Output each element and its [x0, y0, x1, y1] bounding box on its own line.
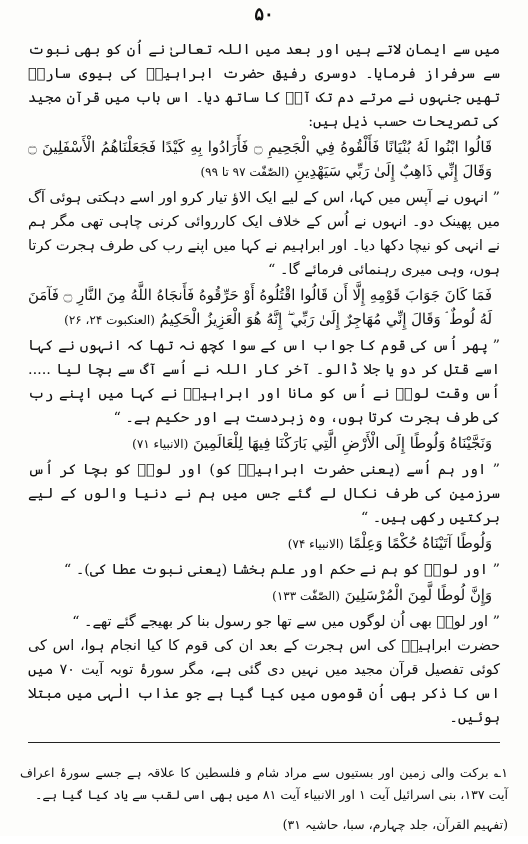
verse-text: وَإِنَّ لُوطًا لَّمِنَ الْمُرْسَلِينَ [344, 587, 492, 604]
translation-quote: ” انہوں نے آپس میں کہا، اس کے لیے ایک الاؤ تیار کرو اور اسے دہکتی ہوئی آگ میں پھینک دو۔ انہوں نے اُس کے خلاف ایک کارروائی کرنی چاہی تھی مگر ہم نے انہی کو نیچا دکھا دیا۔ اور ابراہیم نے کہا میں اپنے رب کی طرف ہجرت کرتا ہوں، وہی میری رہنمائی فرمائے گا۔ “ [28, 190, 500, 278]
quran-verse-saffat [28, 136, 500, 184]
footnotes [20, 762, 508, 844]
footnote-2: (تفہیم القرآن، جلد چہارم، سبا، حاشیہ ۳۱) [282, 817, 508, 832]
page-number: ۵۰ [254, 4, 274, 25]
page-body [28, 38, 500, 732]
translation-quote: ” پھر اُس کی قوم کا جواب اس کے سوا کچھ نہ تھا کہ انہوں نے کہا اسے قتل کر دو یا جلا ڈالو۔ آخر کار اللہ نے اُسے آگ سے بچا لیا ..... اُس وقت لوطؑ نے اُس کو مانا اور ابراہیمؑ نے کہا میں اپنے رب کی طرف ہجرت کرتا ہوں، وہ زبردست ہے اور حکیم ہے۔ “ [28, 338, 500, 426]
translation-quote: ” اور ہم اُسے (یعنی حضرت ابراہیمؑ کو) اور لوطؑ کو بچا کر اُس سرزمین کی طرف نکال لے گئے جس میں ہم نے دنیا والوں کے لیے برکتیں رکھی ہیں۔ “ [28, 462, 500, 526]
footnote-divider [28, 742, 500, 743]
footnote-1: ۱؎ برکت والی زمین اور بستیوں سے مراد شام و فلسطین کا علاقہ ہے جسے سورۂ اعراف آیت ۱۳۷، بنی اسرائیل آیت ۱ اور الانبیاء آیت ۸۱ میں بھی اسی لقب سے یاد کیا گیا ہے۔ [20, 765, 508, 802]
verse-text: وَلُوطًا آتَيْنَاهُ حُكْمًا وَعِلْمًا [348, 535, 492, 552]
verse-reference: (الانبیاء ۷۱) [132, 437, 189, 451]
quran-verse-anbiya-2 [28, 532, 500, 556]
verse-text: فَمَا كَانَ جَوَابَ قَوْمِهِ إِلَّا أَن قَالُوا اقْتُلُوهُ أَوْ حَرِّقُوهُ فَأَنجَاهُ اللَّهُ مِنَ النَّارِ ۝ فَآمَنَ لَهُ لُوطٌ ۘ وَقَالَ إِنِّي مُهَاجِرٌ إِلَىٰ رَبِّي ۖ إِنَّهُ هُوَ الْعَزِيزُ الْحَكِيمُ [28, 287, 492, 328]
quran-verse-anbiya [28, 432, 500, 456]
intro-paragraph: میں سے ایمان لاتے ہیں اور بعد میں اللہ تعالیٰ نے اُن کو بھی نبوت سے سرفراز فرمایا۔ دوسری رفیق حضرت ابراہیمؑ کی بیوی سارہؑ تھیں جنہوں نے مرتے دم تک آپؑ کا ساتھ دیا۔ اس باب میں قرآن مجید کی تصریحات حسب ذیل ہیں: [28, 42, 500, 130]
verse-reference: (الانبیاء ۷۴) [287, 537, 344, 551]
translation-quote: ” اور لوطؑ کو ہم نے حکم اور علم بخشا (یعنی نبوت عطا کی)۔ “ [63, 562, 500, 578]
verse-reference: (الصّٰفّٰت ۹۷ تا ۹۹) [200, 165, 290, 179]
closing-paragraph: حضرت ابراہیمؑ کی اس ہجرت کے بعد ان کی قوم کا کیا انجام ہوا، اس کی کوئی تفصیل قرآن مجید میں نہیں دی گئی ہے، مگر سورۂ توبہ آیت ۷۰ میں اس کا ذکر بھی اُن قوموں میں کیا گیا ہے جو عذاب الٰہی میں مبتلا ہوئیں۔ [28, 638, 501, 726]
verse-reference: (الصّٰفّٰت ۱۳۳) [272, 589, 340, 603]
verse-text: قَالُوا ابْنُوا لَهُ بُنْيَانًا فَأَلْقُوهُ فِي الْجَحِيمِ ۝ فَأَرَادُوا بِهِ كَيْدًا فَجَعَلْنَاهُمُ الْأَسْفَلِينَ ۝ وَقَالَ إِنِّي ذَاهِبٌ إِلَىٰ رَبِّي سَيَهْدِينِ [28, 139, 492, 180]
verse-text: وَنَجَّيْنَاهُ وَلُوطًا إِلَى الْأَرْضِ الَّتِي بَارَكْنَا فِيهَا لِلْعَالَمِينَ [193, 435, 492, 452]
quran-verse-saffat-2 [28, 584, 500, 608]
quran-verse-ankabut [28, 284, 500, 332]
translation-quote: ” اور لوطؑ بھی اُن لوگوں میں سے تھا جو رسول بنا کر بھیجے گئے تھے۔ “ [72, 614, 500, 630]
verse-reference: (العنکبوت ۲۴، ۲۶) [64, 313, 155, 327]
